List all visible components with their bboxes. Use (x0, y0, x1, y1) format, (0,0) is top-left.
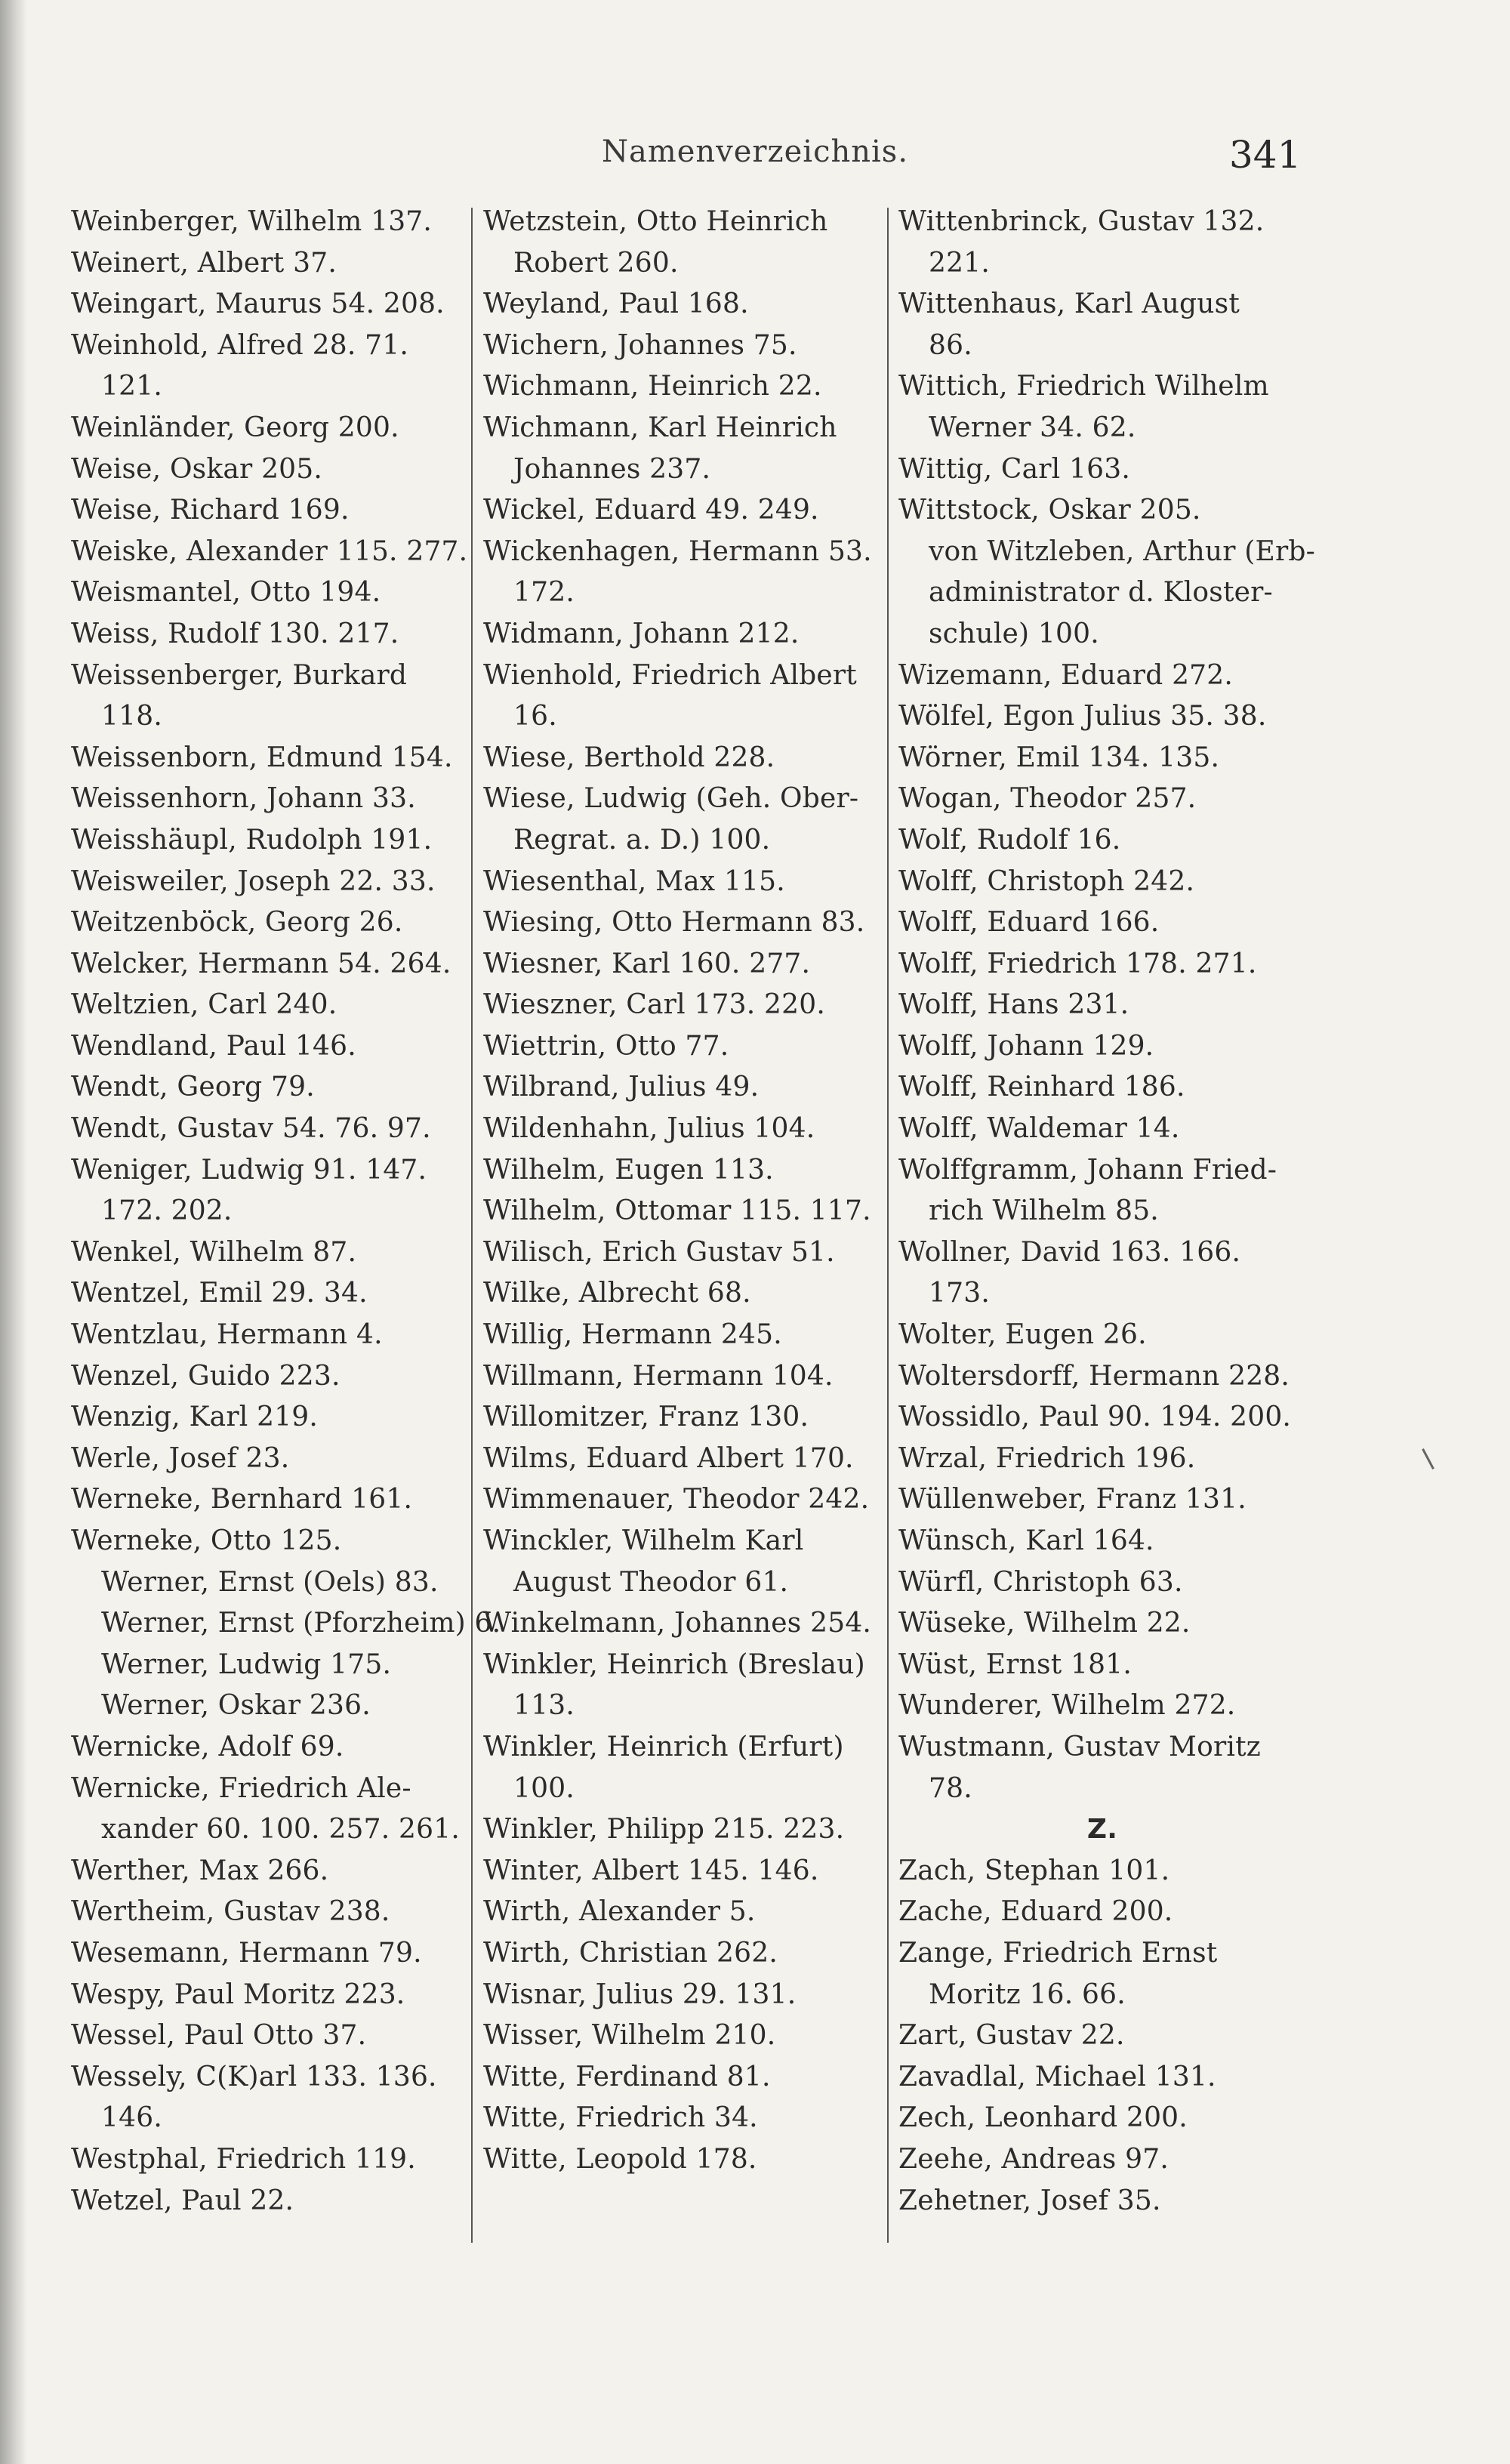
index-entry: Wiese, Ludwig (Geh. Ober- (483, 783, 859, 815)
index-entry: Weise, Richard 169. (71, 495, 350, 526)
index-entry: Wittig, Carl 163. (898, 453, 1130, 485)
index-entry: Johannes 237. (513, 453, 711, 485)
index-entry: Wickel, Eduard 49. 249. (483, 495, 819, 526)
index-entry: Weinert, Albert 37. (71, 247, 337, 279)
index-entry: rich Wilhelm 85. (929, 1195, 1159, 1227)
index-entry: Wörner, Emil 134. 135. (898, 742, 1220, 773)
index-entry: Wittstock, Oskar 205. (898, 495, 1201, 526)
index-entry: Zavadlal, Michael 131. (898, 2061, 1216, 2092)
index-entry: Wisnar, Julius 29. 131. (483, 1978, 797, 2010)
index-entry: Wizemann, Eduard 272. (898, 659, 1234, 691)
index-entry: Wespy, Paul Moritz 223. (71, 1978, 405, 2010)
index-entry: Wisser, Wilhelm 210. (483, 2020, 776, 2052)
index-entry: Wirth, Christian 262. (483, 1937, 778, 1969)
index-entry: Wolf, Rudolf 16. (898, 824, 1121, 856)
index-entry: Werner, Ludwig 175. (101, 1648, 392, 1680)
index-entry: Wossidlo, Paul 90. 194. 200. (898, 1402, 1292, 1433)
index-entry: Wichern, Johannes 75. (483, 329, 797, 361)
index-entry: von Witzleben, Arthur (Erb- (929, 535, 1316, 567)
index-entry: Wichmann, Heinrich 22. (483, 371, 822, 402)
index-entry: Robert 260. (513, 247, 679, 279)
index-entry: Witte, Ferdinand 81. (483, 2061, 771, 2092)
index-entry: Weise, Oskar 205. (71, 453, 323, 485)
index-entry: Wessely, C(K)arl 133. 136. (71, 2061, 437, 2092)
index-entry: Moritz 16. 66. (929, 1978, 1126, 2010)
index-entry: Winter, Albert 145. 146. (483, 1855, 819, 1886)
index-entry: Willmann, Hermann 104. (483, 1360, 834, 1392)
index-entry: Werneke, Otto 125. (71, 1525, 342, 1556)
index-entry: Wilhelm, Eugen 113. (483, 1154, 774, 1186)
index-entry: Wiese, Berthold 228. (483, 742, 775, 773)
index-entry: Wesemann, Hermann 79. (71, 1937, 422, 1969)
index-entry: Wiesner, Karl 160. 277. (483, 948, 811, 979)
index-entry: Widmann, Johann 212. (483, 618, 800, 649)
index-entry: Wolffgramm, Johann Fried- (898, 1154, 1277, 1186)
index-entry: Zange, Friedrich Ernst (898, 1937, 1218, 1969)
index-entry: Weiss, Rudolf 130. 217. (71, 618, 399, 649)
index-entry: Werner, Ernst (Oels) 83. (101, 1566, 439, 1598)
index-entry: Wüllenweber, Franz 131. (898, 1484, 1247, 1516)
index-entry: Wolff, Waldemar 14. (898, 1113, 1180, 1145)
index-entry: 16. (513, 701, 557, 732)
index-entry: Zart, Gustav 22. (898, 2020, 1125, 2052)
index-entry: Weinhold, Alfred 28. 71. (71, 329, 408, 361)
page-gutter-shadow (0, 0, 27, 2464)
index-entry: 172. 202. (101, 1195, 233, 1227)
index-entry: Wolff, Eduard 166. (898, 907, 1160, 939)
index-entry: Weinberger, Wilhelm 137. (71, 206, 433, 237)
index-entry: August Theodor 61. (513, 1566, 789, 1598)
index-entry: Wilke, Albrecht 68. (483, 1278, 751, 1309)
index-entry: Weyland, Paul 168. (483, 288, 749, 320)
index-entry: Wogan, Theodor 257. (898, 783, 1197, 815)
index-entry: Wittich, Friedrich Wilhelm (898, 371, 1269, 402)
index-entry: Wetzel, Paul 22. (71, 2185, 294, 2216)
index-entry: Wüst, Ernst 181. (898, 1648, 1132, 1680)
index-entry: Winkler, Philipp 215. 223. (483, 1814, 845, 1846)
index-entry: Willomitzer, Franz 130. (483, 1402, 809, 1433)
index-entry: Wentzel, Emil 29. 34. (71, 1278, 368, 1309)
index-entry: Witte, Leopold 178. (483, 2143, 757, 2175)
index-entry: Wetzstein, Otto Heinrich (483, 206, 828, 237)
index-entry: schule) 100. (929, 618, 1099, 649)
index-entry: Wentzlau, Hermann 4. (71, 1319, 383, 1351)
index-entry: 100. (513, 1772, 575, 1804)
index-entry: Wildenhahn, Julius 104. (483, 1113, 815, 1145)
index-entry: Woltersdorff, Hermann 228. (898, 1360, 1290, 1392)
index-entry: Wolff, Reinhard 186. (898, 1072, 1185, 1103)
index-entry: Wessel, Paul Otto 37. (71, 2020, 367, 2052)
index-entry: Weitzenböck, Georg 26. (71, 907, 403, 939)
column-divider (887, 208, 889, 2243)
index-entry: Wittenhaus, Karl August (898, 288, 1240, 320)
index-entry: Werneke, Bernhard 161. (71, 1484, 413, 1516)
index-entry: Weniger, Ludwig 91. 147. (71, 1154, 427, 1186)
index-entry: Regrat. a. D.) 100. (513, 824, 771, 856)
index-entry: Weingart, Maurus 54. 208. (71, 288, 445, 320)
index-entry: Wienhold, Friedrich Albert (483, 659, 857, 691)
index-entry: Wimmenauer, Theodor 242. (483, 1484, 870, 1516)
index-entry: Zehetner, Josef 35. (898, 2185, 1161, 2216)
index-entry: Zach, Stephan 101. (898, 1855, 1170, 1886)
index-entry: Wenzel, Guido 223. (71, 1360, 341, 1392)
column-divider (471, 208, 473, 2243)
index-entry: Welcker, Hermann 54. 264. (71, 948, 451, 979)
index-column-3 (898, 202, 1316, 2222)
index-entry: Wendland, Paul 146. (71, 1030, 356, 1062)
index-entry: Winkler, Heinrich (Breslau) (483, 1648, 865, 1680)
index-entry: Wenzig, Karl 219. (71, 1402, 319, 1433)
index-entry: 172. (513, 577, 575, 609)
index-entry: 173. (929, 1278, 990, 1309)
page-title: Namenverzeichnis. (601, 134, 909, 169)
index-entry: Werner, Ernst (Pforzheim) 6. (101, 1608, 501, 1639)
index-entry: Wickenhagen, Hermann 53. (483, 535, 872, 567)
index-entry: Winkler, Heinrich (Erfurt) (483, 1731, 844, 1762)
index-entry: 146. (101, 2102, 162, 2134)
index-column-1 (71, 202, 501, 2222)
index-entry: Wernicke, Friedrich Ale- (71, 1772, 411, 1804)
index-entry: 118. (101, 701, 162, 732)
index-entry: Wünsch, Karl 164. (898, 1525, 1154, 1556)
index-entry: Wolff, Friedrich 178. 271. (898, 948, 1257, 979)
index-entry: Wolter, Eugen 26. (898, 1319, 1147, 1351)
index-entry: 221. (929, 247, 990, 279)
index-entry: Wiesing, Otto Hermann 83. (483, 907, 865, 939)
index-entry: Winckler, Wilhelm Karl (483, 1525, 804, 1556)
index-entry: Wendt, Gustav 54. 76. 97. (71, 1113, 431, 1145)
index-entry: Wiesenthal, Max 115. (483, 865, 785, 897)
index-entry: Wiettrin, Otto 77. (483, 1030, 729, 1062)
index-entry: Wichmann, Karl Heinrich (483, 412, 837, 443)
index-entry: Winkelmann, Johannes 254. (483, 1608, 872, 1639)
index-entry: Weisshäupl, Rudolph 191. (71, 824, 433, 856)
index-entry: Willig, Hermann 245. (483, 1319, 782, 1351)
index-entry: Wenkel, Wilhelm 87. (71, 1236, 357, 1268)
index-entry: Zech, Leonhard 200. (898, 2102, 1188, 2134)
index-entry: Wieszner, Carl 173. 220. (483, 989, 825, 1021)
index-entry: Witte, Friedrich 34. (483, 2102, 758, 2134)
index-entry: Wustmann, Gustav Moritz (898, 1731, 1261, 1762)
page-number: 341 (1229, 133, 1302, 177)
index-entry: Zeehe, Andreas 97. (898, 2143, 1169, 2175)
index-entry: administrator d. Kloster- (929, 577, 1273, 609)
index-entry: Wernicke, Adolf 69. (71, 1731, 344, 1762)
index-entry: Wilhelm, Ottomar 115. 117. (483, 1195, 871, 1227)
index-entry: xander 60. 100. 257. 261. (101, 1814, 461, 1846)
index-entry: Weissenborn, Edmund 154. (71, 742, 453, 773)
index-entry: Westphal, Friedrich 119. (71, 2143, 416, 2175)
index-entry: Wilisch, Erich Gustav 51. (483, 1236, 835, 1268)
index-entry: Weissenberger, Burkard (71, 659, 408, 691)
index-entry: Zache, Eduard 200. (898, 1896, 1173, 1928)
index-entry: Wilbrand, Julius 49. (483, 1072, 760, 1103)
index-entry: 113. (513, 1690, 575, 1722)
margin-mark (1422, 1448, 1434, 1469)
index-entry: Wolff, Hans 231. (898, 989, 1129, 1021)
index-entry: Wüseke, Wilhelm 22. (898, 1608, 1191, 1639)
index-entry: Weinländer, Georg 200. (71, 412, 399, 443)
index-column-2 (483, 202, 882, 2181)
index-entry: Weismantel, Otto 194. (71, 577, 381, 609)
index-entry: Wrzal, Friedrich 196. (898, 1442, 1196, 1474)
index-entry: Weissenhorn, Johann 33. (71, 783, 416, 815)
index-entry: Wilms, Eduard Albert 170. (483, 1442, 854, 1474)
index-entry: Wendt, Georg 79. (71, 1072, 315, 1103)
index-entry: Wittenbrinck, Gustav 132. (898, 206, 1265, 237)
index-entry: Wolff, Johann 129. (898, 1030, 1154, 1062)
index-entry: Weiske, Alexander 115. 277. (71, 535, 468, 567)
index-entry: Wölfel, Egon Julius 35. 38. (898, 701, 1267, 732)
index-entry: Wolff, Christoph 242. (898, 865, 1195, 897)
index-entry: Werle, Josef 23. (71, 1442, 290, 1474)
index-entry: Werner 34. 62. (929, 412, 1136, 443)
index-entry: Wollner, David 163. 166. (898, 1236, 1241, 1268)
index-entry: Werner, Oskar 236. (101, 1690, 371, 1722)
index-entry: Weltzien, Carl 240. (71, 989, 337, 1021)
index-entry: 121. (101, 371, 162, 402)
index-entry: 78. (929, 1772, 972, 1804)
index-entry: Weisweiler, Joseph 22. 33. (71, 865, 436, 897)
index-entry: 86. (929, 329, 972, 361)
index-entry: Wunderer, Wilhelm 272. (898, 1690, 1236, 1722)
section-heading: Z. (1086, 1814, 1118, 1846)
index-entry: Würfl, Christoph 63. (898, 1566, 1183, 1598)
index-entry: Wirth, Alexander 5. (483, 1896, 756, 1928)
index-entry: Wertheim, Gustav 238. (71, 1896, 390, 1928)
index-entry: Werther, Max 266. (71, 1855, 329, 1886)
